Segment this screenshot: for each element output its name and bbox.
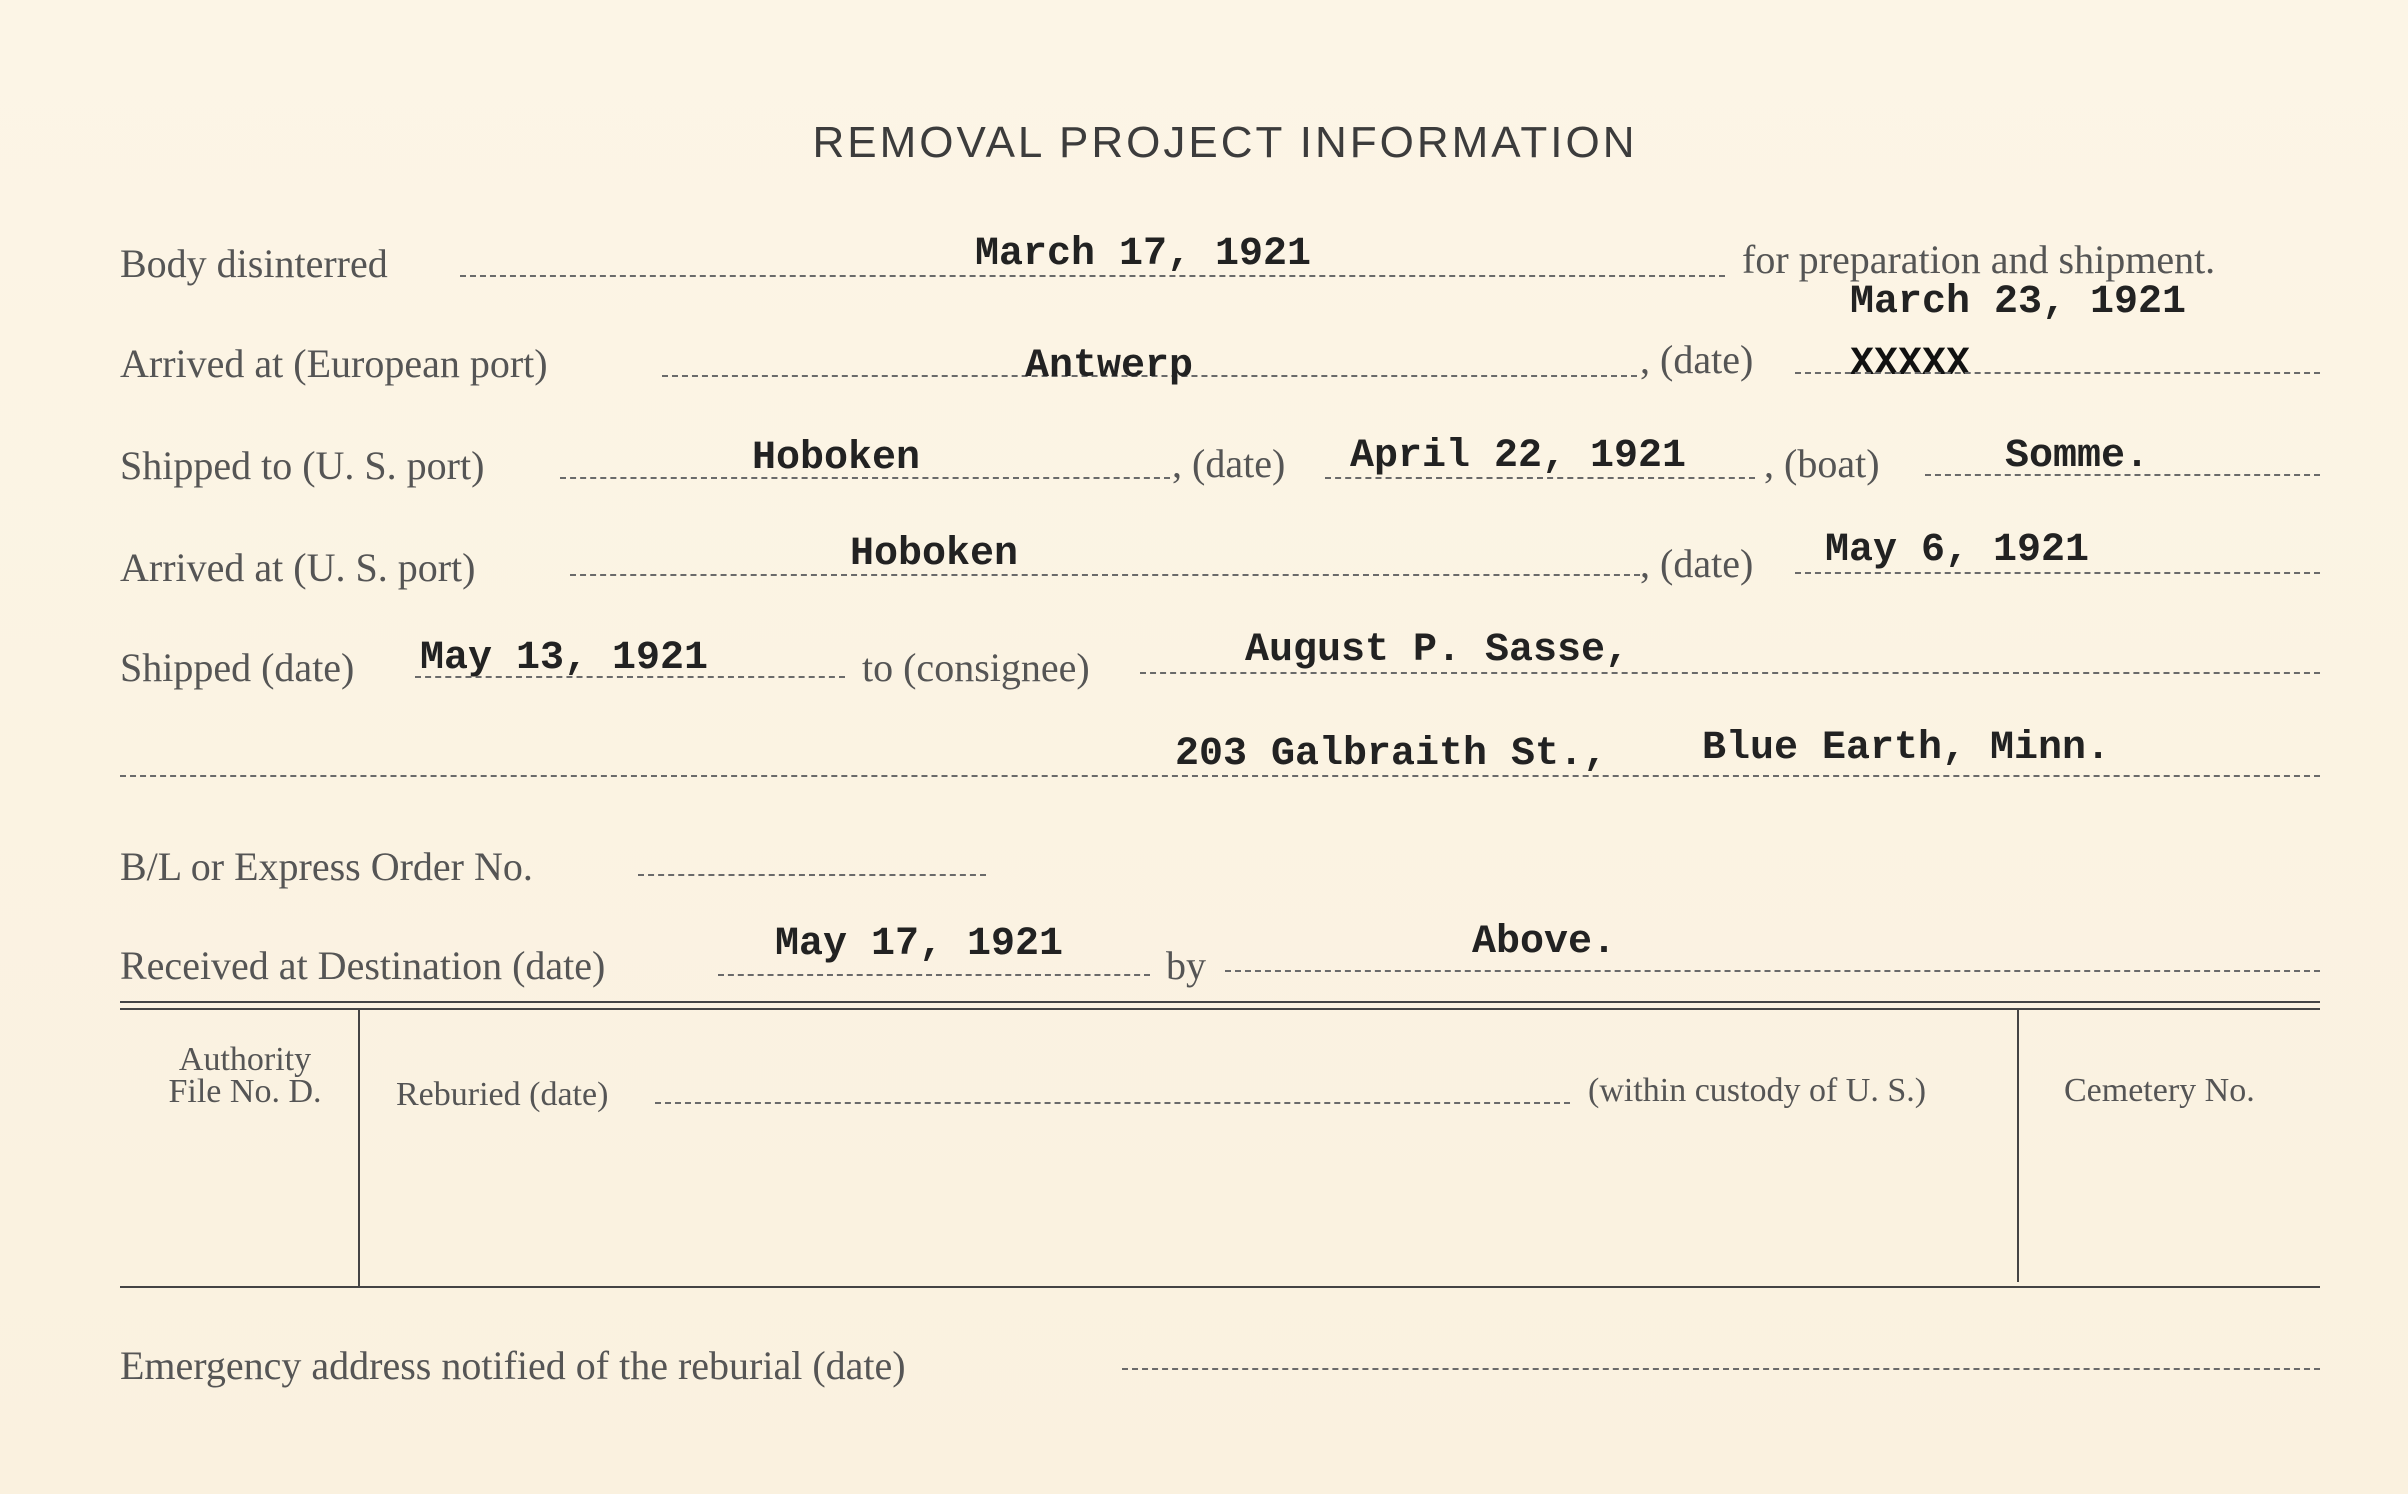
arrived-eu-struck-out: XXXXX [1850, 342, 1971, 387]
received-label: Received at Destination (date) [120, 943, 606, 988]
disinterred-value: March 17, 1921 [975, 232, 1312, 277]
bl-line [638, 874, 986, 876]
arrived-eu-value: Antwerp [1025, 344, 1194, 389]
shipped-date-value: May 13, 1921 [420, 636, 709, 681]
received-by-value: Above. [1472, 920, 1617, 965]
arrived-eu-date-label: , (date) [1640, 337, 1754, 382]
authority-label: Authority File No. D. [168, 1041, 322, 1110]
arrived-us-label: Arrived at (U. S. port) [120, 545, 476, 590]
arrived-us-date-label: , (date) [1640, 541, 1754, 586]
shipped-us-boat-value: Somme. [2005, 434, 2150, 479]
shipped-us-date-label: , (date) [1172, 441, 1286, 486]
box-divider-left [358, 1010, 360, 1288]
consignee-value: August P. Sasse, [1245, 628, 1630, 673]
box-divider-right [2017, 1010, 2019, 1282]
arrived-eu-label: Arrived at (European port) [120, 341, 548, 386]
arrived-us-date-value: May 6, 1921 [1825, 528, 2090, 573]
cemetery-label: Cemetery No. [2064, 1072, 2255, 1109]
emergency-label: Emergency address notified of the reburial (date) [120, 1343, 906, 1388]
received-by-line [1225, 970, 2320, 972]
bl-label: B/L or Express Order No. [120, 844, 533, 889]
arrived-us-line [570, 574, 1640, 576]
arrived-us-value: Hoboken [850, 532, 1019, 577]
received-line [718, 974, 1150, 976]
received-value: May 17, 1921 [775, 922, 1064, 967]
shipped-date-label: Shipped (date) [120, 645, 355, 690]
box-top-rule-1 [120, 1001, 2320, 1003]
arrived-eu-date-value: March 23, 1921 [1850, 280, 2187, 325]
custody-label: (within custody of U. S.) [1588, 1072, 1927, 1109]
emergency-line [1122, 1368, 2320, 1370]
card-title: REMOVAL PROJECT INFORMATION [812, 118, 1638, 167]
consignee-label: to (consignee) [862, 645, 1090, 690]
shipped-us-value: Hoboken [752, 436, 921, 481]
box-top-rule-2 [120, 1008, 2320, 1010]
shipped-us-label: Shipped to (U. S. port) [120, 443, 485, 488]
shipped-us-boat-label: , (boat) [1764, 441, 1880, 486]
shipped-us-date-value: April 22, 1921 [1350, 434, 1687, 479]
reburied-label: Reburied (date) [396, 1076, 609, 1113]
received-by-label: by [1166, 943, 1206, 988]
reburied-line [655, 1102, 1570, 1104]
address-city: Blue Earth, Minn. [1702, 726, 2111, 771]
disinterred-label: Body disinterred [120, 241, 388, 286]
box-bottom-rule [120, 1286, 2320, 1288]
address-street: 203 Galbraith St., [1175, 732, 1608, 777]
disinterred-suffix: for preparation and shipment. [1742, 237, 2216, 282]
arrived-eu-date-line [1795, 372, 2320, 374]
